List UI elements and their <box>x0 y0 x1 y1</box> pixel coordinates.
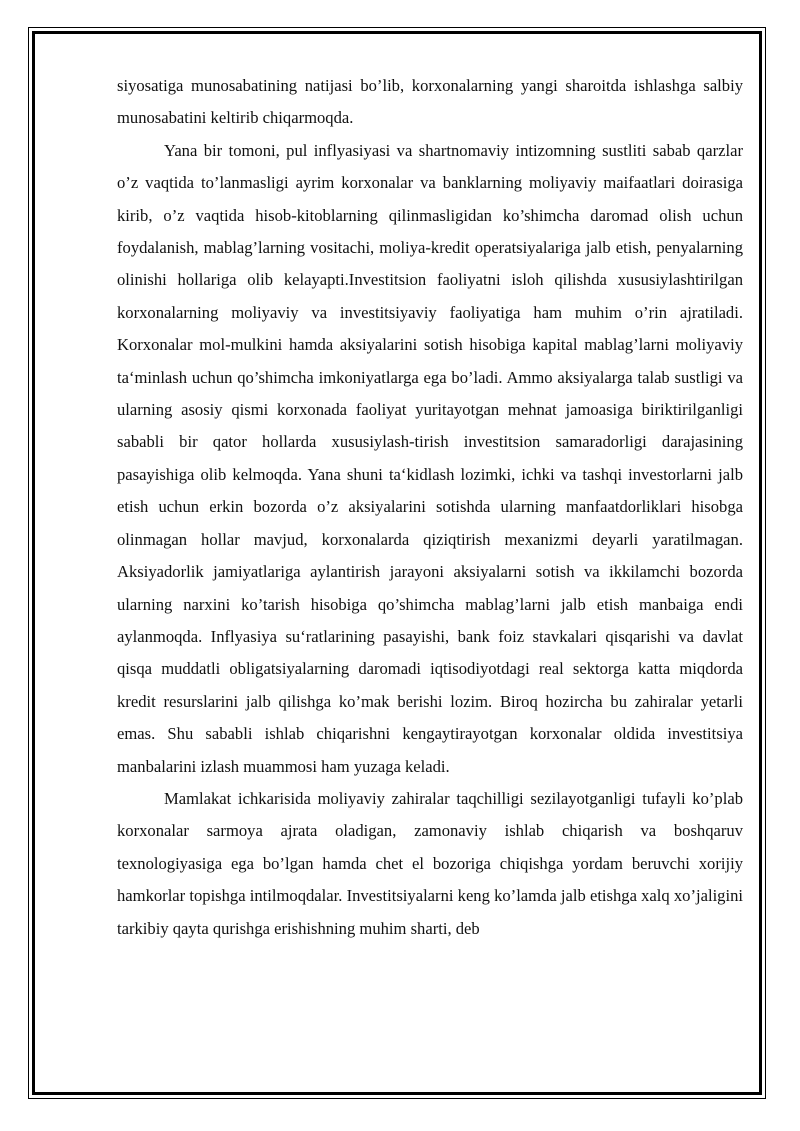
paragraph-investment-reform: Yana bir tomoni, pul inflyasiyasi va shartnomaviy intizomning sustliti sabab qarzlar o’z vaqtida to’lanmasligi ayrim korxonalar va banklarning moliyaviy maifaatlari doirasiga kirib, o’z vaqtida hisob-kitoblarning qilinmasligidan ko’shimcha daromad olish uchun foydalanish, mablag’larning vositachi, moliya-kredit operatsiyalariga jalb etish, penyalarning olinishi hollariga olib kelayapti.Investitsion faoliyatni isloh qilishda xususiylashtirilgan korxonalarning moliyaviy va investitsiyaviy faoliyatiga ham muhim o’rin ajratiladi. Korxonalar mol-mulkini hamda aksiyalarini sotish hisobiga kapital mablag’larni moliyaviy ta‘minlash uchun qo’shimcha imkoniyatlarga ega bo’ladi. Ammo aksiyalarga talab sustligi va ularning asosiy qismi korxonada faoliyat yuritayotgan mehnat jamoasiga biriktirilganligi sababli bir qator hollarda xususiylash-tirish investitsion samaradorligi darajasining pasayishiga olib kelmoqda. Yana shuni ta‘kidlash lozimki, ichki va tashqi investorlarni jalb etish uchun erkin bozorda o’z aksiyalarini sotishda ularning manfaatdorliklari hisobga olinmagan hollar mavjud, korxonalarda qiziqtirish mexanizmi deyarli yaratilmagan. Aksiyadorlik jamiyatlariga aylantirish jarayoni aksiyalarni sotish va ikkilamchi bozorda ularning narxini ko’tarish hisobiga qo’shimcha mablag’larni jalb etish manbaiga endi aylanmoqda. Inflyasiya su‘ratlarining pasayishi, bank foiz stavkalari qisqarishi va davlat qisqa muddatli obligatsiyalarning daromadi iqtisodiyotdagi real sektorga katta miqdorda kredit resurslarini jalb qilishga ko’mak berishi lozim. Biroq hozircha bu zahiralar yetarli emas. Shu sababli ishlab chiqarishni kengaytirayotgan korxonalar oldida investitsiya manbalarini izlash muammosi ham yuzaga keladi. <box>117 140 743 776</box>
paragraph-continuation: siyosatiga munosabatining natijasi bo’lib, korxonalarning yangi sharoitda ishlashga salbiy munosabatini keltirib chiqarmoqda. <box>117 76 743 128</box>
document-body <box>117 70 743 945</box>
paragraph-foreign-partners: Mamlakat ichkarisida moliyaviy zahiralar taqchilligi sezilayotganligi tufayli ko’plab korxonalar sarmoya ajrata oladigan, zamonaviy ishlab chiqarish va boshqaruv texnologiyasiga ega bo’lgan hamda chet el bozoriga chiqishga yordam beruvchi xorijiy hamkorlar topishga intilmoqdalar. Investitsiyalarni keng ko’lamda jalb etishga xalq xo’jaligini tarkibiy qayta qurishga erishishning muhim sharti, deb <box>117 788 743 938</box>
